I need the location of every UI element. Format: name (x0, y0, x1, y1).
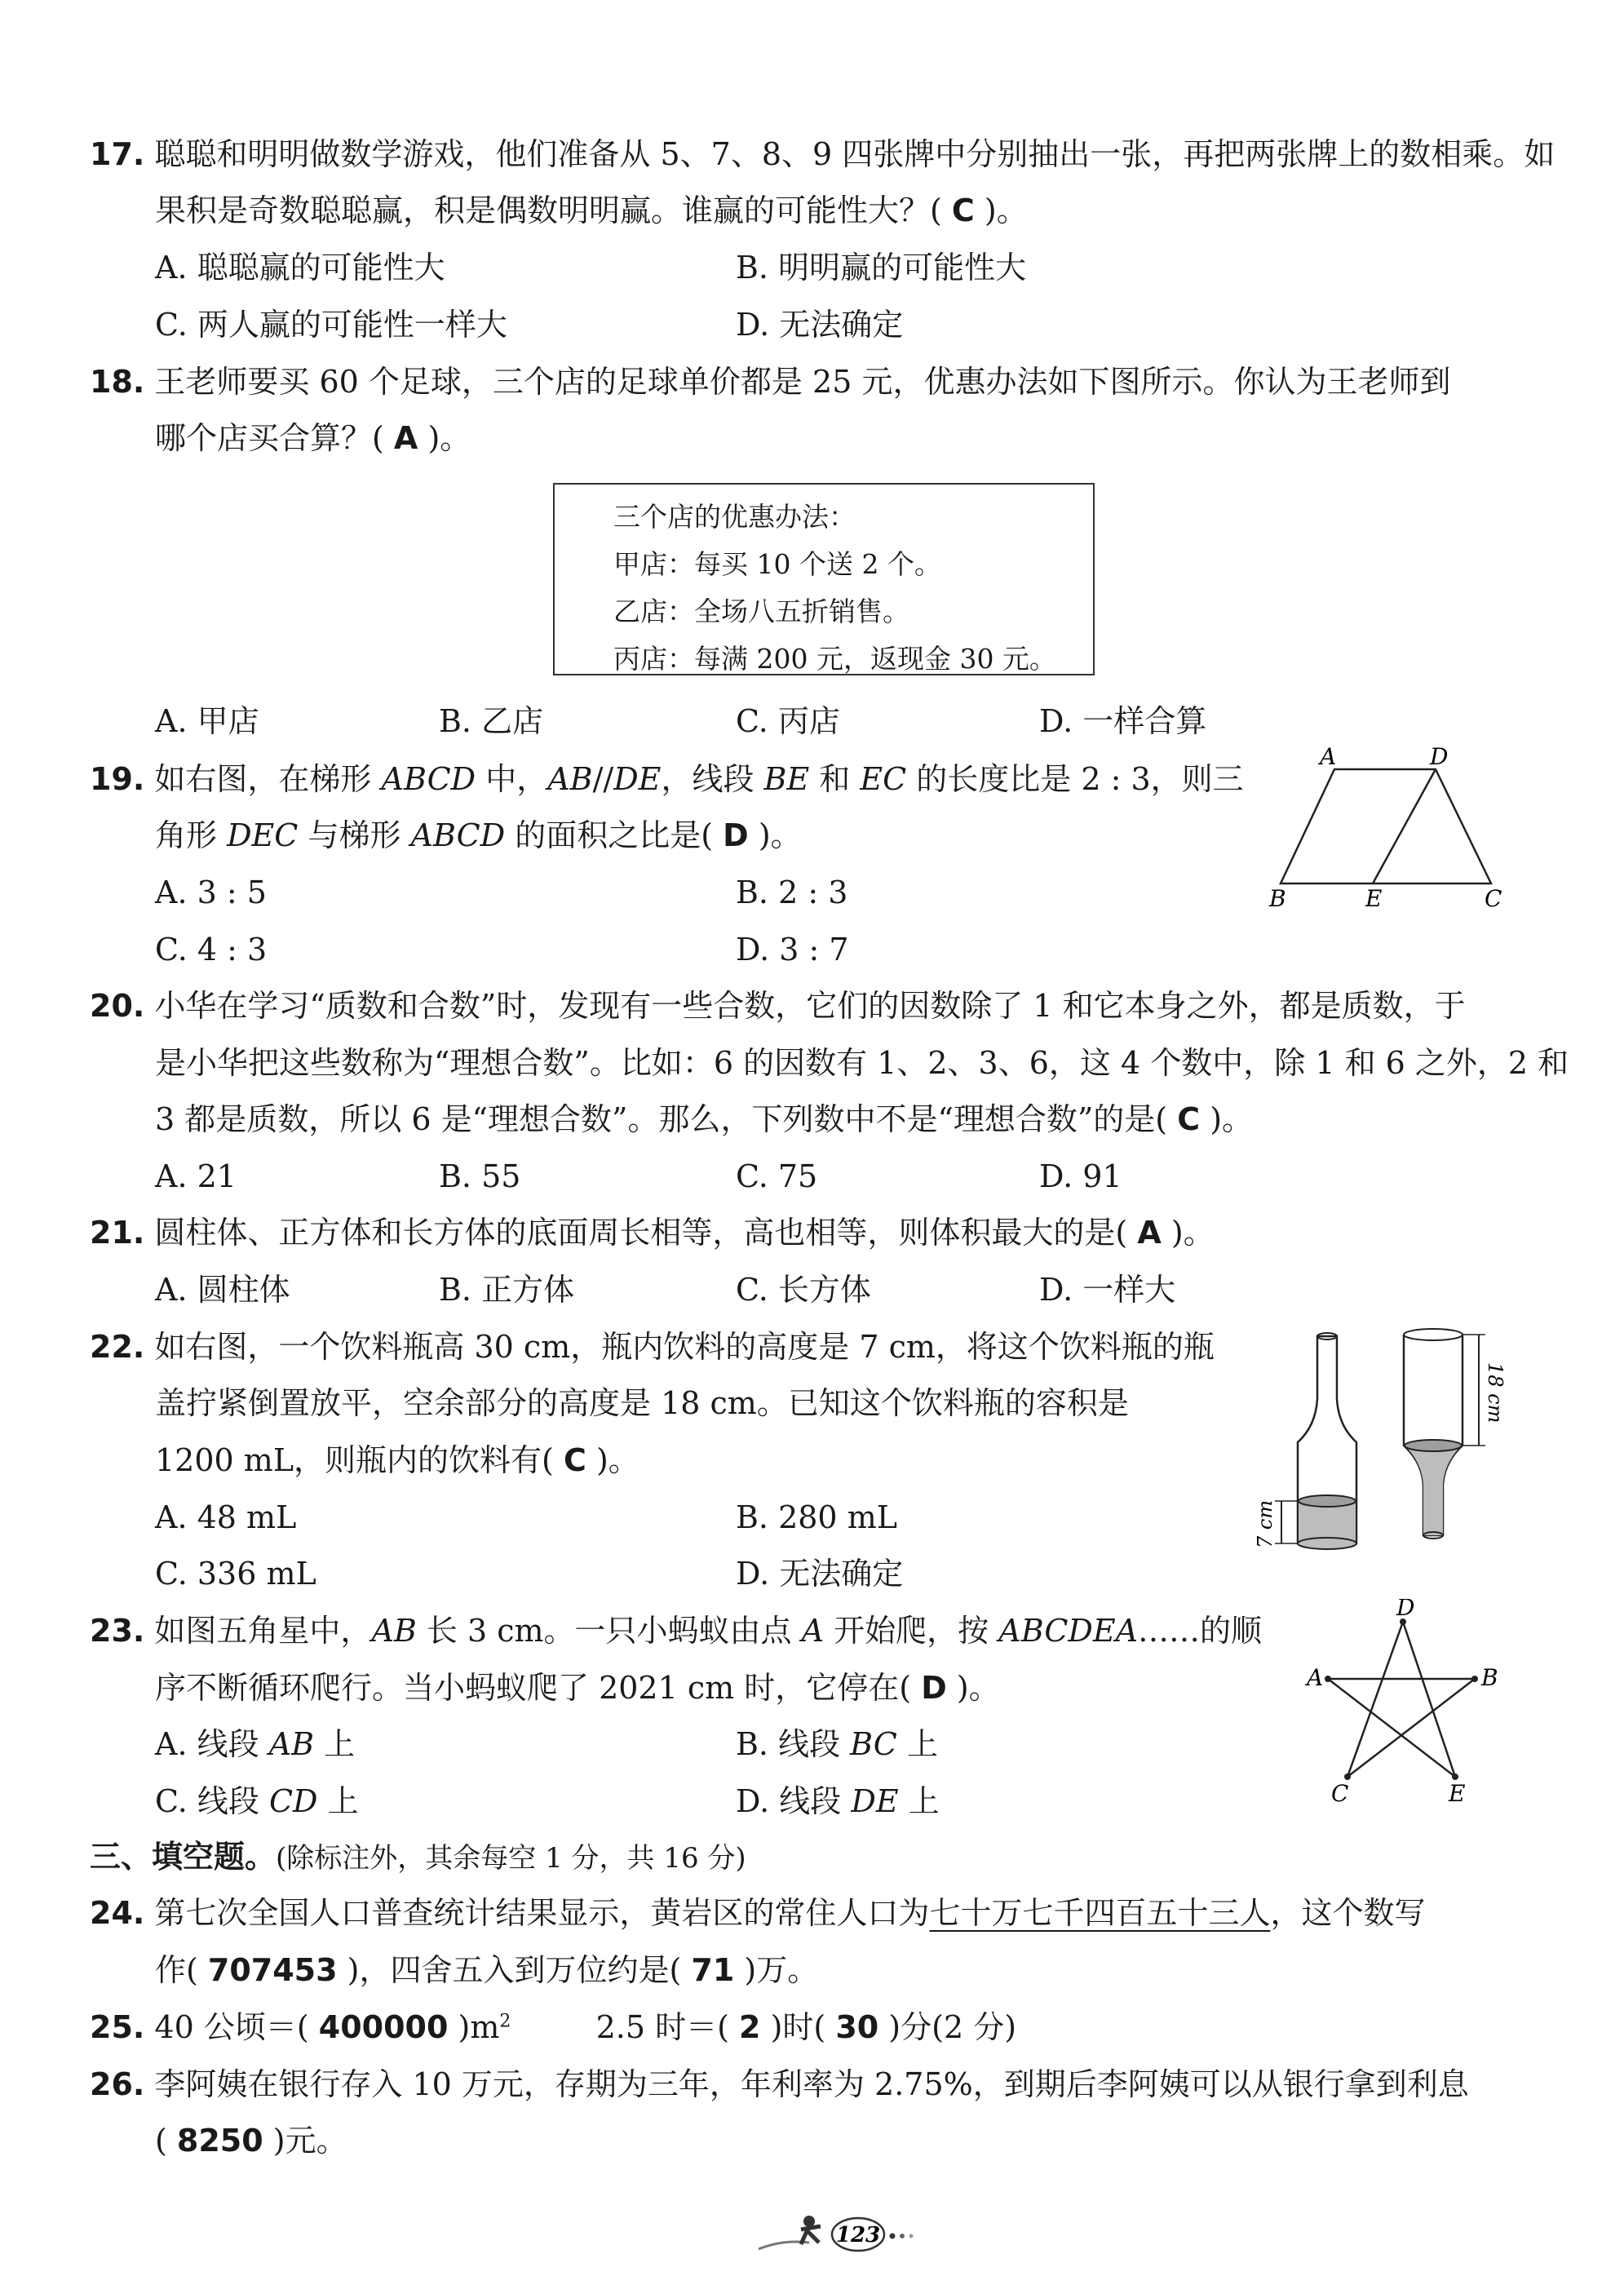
q21-line1: 21. 圆柱体、正方体和长方体的底面周长相等，高也相等，则体积最大的是( A )。 (90, 1215, 1215, 1251)
q21-option-d: D. 一样大 (1039, 1272, 1176, 1308)
q18-box-shop-jia: 甲店：每买 10 个送 2 个。 (613, 548, 941, 580)
label-c: C (1485, 885, 1502, 910)
trapezoid-figure (1264, 746, 1509, 910)
q17-option-d: D. 无法确定 (736, 307, 904, 343)
page-footer (750, 2207, 962, 2264)
q17-line2: 果积是奇数聪聪赢，积是偶数明明赢。谁赢的可能性大？( C )。 (155, 193, 1028, 228)
q19-number: 19. (90, 761, 145, 797)
q21-number: 21. (90, 1215, 145, 1251)
q23-line2: 序不断循环爬行。当小蚂蚁爬了 2021 cm 时，它停在( D )。 (155, 1670, 1000, 1706)
star-label-e: E (1449, 1780, 1466, 1803)
q17-number: 17. (90, 136, 145, 172)
q24-answer-1: 707453 (207, 1952, 338, 1988)
page-number: 123 (835, 2223, 881, 2247)
q19-answer: D (723, 817, 749, 853)
q22-option-a: A. 48 mL (155, 1499, 297, 1535)
q22-answer: C (563, 1442, 586, 1478)
section3-heading (90, 1839, 746, 1875)
star-label-a: A (1307, 1664, 1324, 1691)
star-label-c: C (1331, 1780, 1349, 1803)
q18-line1: 18. 王老师要买 60 个足球，三个店的足球单价都是 25 元，优惠办法如下图所示。你认为王老师到 (90, 364, 1451, 400)
q19-option-a: A. 3 : 5 (155, 875, 267, 910)
q19-line1: 19. 如右图，在梯形 ABCD 中，AB//DE，线段 BE 和 EC 的长度比是 2 : 3，则三 (90, 761, 1244, 797)
q20-option-b: B. 55 (439, 1158, 521, 1194)
q18-box-shop-yi: 乙店：全场八五折销售。 (613, 596, 909, 627)
q23-option-d: D. 线段 DE 上 (736, 1783, 940, 1819)
label-b: B (1269, 885, 1286, 910)
pentagram-abcde (1328, 1622, 1475, 1777)
q20-answer: C (1177, 1101, 1201, 1137)
trapezoid-abcd (1281, 769, 1491, 883)
q18-option-a: A. 甲店 (155, 703, 259, 739)
q19-option-d: D. 3 : 7 (736, 932, 849, 968)
q18-option-c: C. 丙店 (736, 703, 840, 739)
label-7cm: 7 cm (1254, 1499, 1277, 1548)
q18-option-b: B. 乙店 (439, 703, 544, 739)
q21-option-a: A. 圆柱体 (155, 1272, 290, 1308)
q25-line1: 25. 40 公顷＝( 400000 )$m^2$ 2.5 时＝( 2 )时( 30 )分(2 分) (90, 2009, 1017, 2045)
q22-line1: 22. 如右图，一个饮料瓶高 30 cm，瓶内饮料的高度是 7 cm，将这个饮料瓶的瓶 (90, 1329, 1215, 1365)
q19-option-b: B. 2 : 3 (736, 875, 848, 910)
q25-answer-2: 2 (739, 2009, 761, 2045)
q17-answer: C (951, 193, 975, 228)
label-a: A (1320, 746, 1337, 770)
q22-line2: 盖拧紧倒置放平，空余部分的高度是 18 cm。已知这个饮料瓶的容积是 (155, 1385, 1129, 1421)
q24-line1: 24. 第七次全国人口普查统计结果显示，黄岩区的常住人口为七十万七千四百五十三人，这个数写 (90, 1895, 1426, 1931)
q22-option-d: D. 无法确定 (736, 1556, 904, 1592)
q26-answer: 8250 (176, 2123, 263, 2159)
drink-inverted (1405, 1446, 1462, 1535)
q19-option-c: C. 4 : 3 (155, 932, 268, 968)
q23-number: 23. (90, 1613, 145, 1649)
section3-note: (除标注外，其余每空 1 分，共 16 分) (276, 1842, 746, 1875)
q18-box-shop-bing: 丙店：每满 200 元，返现金 30 元。 (613, 643, 1056, 675)
q21-answer: A (1137, 1215, 1162, 1251)
q23-option-c: C. 线段 CD 上 (155, 1783, 359, 1819)
q20-number: 20. (90, 988, 145, 1024)
section3-title: 三、填空题。 (90, 1839, 277, 1875)
q23-answer: D (921, 1670, 947, 1706)
q22-option-c: C. 336 mL (155, 1556, 316, 1592)
q17-line1: 17. 聪聪和明明做数学游戏，他们准备从 5、7、8、9 四张牌中分别抽出一张，再把两张牌上的数相乘。如 (90, 136, 1555, 172)
q24-line2: 作( 707453 )，四舍五入到万位约是( 71 )万。 (155, 1952, 819, 1988)
q17-option-a: A. 聪聪赢的可能性大 (155, 250, 445, 286)
q18-option-d: D. 一样合算 (1039, 703, 1207, 739)
q24-underlined-population: 七十万七千四百五十三人 (929, 1895, 1271, 1931)
q20-line1: 20. 小华在学习“质数和合数”时，发现有一些合数，它们的因数除了 1 和它本身之外，都是质数，于 (90, 988, 1466, 1024)
q26-line2: ( 8250 )元。 (155, 2123, 347, 2159)
q19-line2: 角形 DEC 与梯形 ABCD 的面积之比是( D )。 (155, 817, 802, 853)
q23-line1: 23. 如图五角星中，AB 长 3 cm。一只小蚂蚁由点 A 开始爬，按 ABCDEA……的顺 (90, 1613, 1263, 1649)
q23-option-b: B. 线段 BC 上 (736, 1726, 938, 1762)
bottle-figure (1236, 1322, 1513, 1558)
segment-de (1373, 769, 1436, 883)
q25-answer-1: 400000 (318, 2009, 449, 2045)
q21-option-b: B. 正方体 (439, 1272, 575, 1308)
q26-number: 26. (90, 2066, 145, 2102)
label-e: E (1365, 885, 1383, 910)
q18-answer: A (393, 420, 418, 456)
q18-discount-box (553, 483, 1095, 675)
q20-line3: 3 都是质数，所以 6 是“理想合数”。那么，下列数中不是“理想合数”的是( C )。 (155, 1101, 1254, 1137)
q22-number: 22. (90, 1329, 145, 1365)
q18-number: 18. (90, 364, 145, 400)
q17-option-c: C. 两人赢的可能性一样大 (155, 307, 507, 343)
q22-line3: 1200 mL，则瓶内的饮料有( C )。 (155, 1442, 639, 1478)
star-label-b: B (1481, 1664, 1498, 1691)
star-label-d: D (1396, 1599, 1415, 1621)
q23-option-a: A. 线段 AB 上 (155, 1726, 356, 1762)
q24-answer-2: 71 (691, 1952, 735, 1988)
q22-option-b: B. 280 mL (736, 1499, 897, 1535)
q20-line2: 是小华把这些数称为“理想合数”。比如：6 的因数有 1、2、3、6，这 4 个数中，除 1 和 6 之外，2 和 (155, 1045, 1569, 1081)
q21-option-c: C. 长方体 (736, 1272, 871, 1308)
q24-number: 24. (90, 1895, 145, 1931)
q25-number: 25. (90, 2009, 145, 2045)
q26-line1: 26. 李阿姨在银行存入 10 万元，存期为三年，年利率为 2.75%，到期后李阿姨可以从银行拿到利息 (90, 2066, 1469, 2102)
star-figure (1297, 1599, 1509, 1803)
q20-option-c: C. 75 (736, 1158, 818, 1194)
q25-answer-3: 30 (835, 2009, 879, 2045)
runner-icon (803, 2216, 815, 2227)
label-18cm: 18 cm (1484, 1362, 1507, 1424)
q20-option-a: A. 21 (155, 1158, 237, 1194)
q17-option-b: B. 明明赢的可能性大 (736, 250, 1027, 286)
q18-box-title: 三个店的优惠办法： (613, 501, 856, 533)
q18-line2: 哪个店买合算？( A )。 (155, 420, 471, 456)
label-d: D (1430, 746, 1449, 770)
q20-option-d: D. 91 (1039, 1158, 1122, 1194)
